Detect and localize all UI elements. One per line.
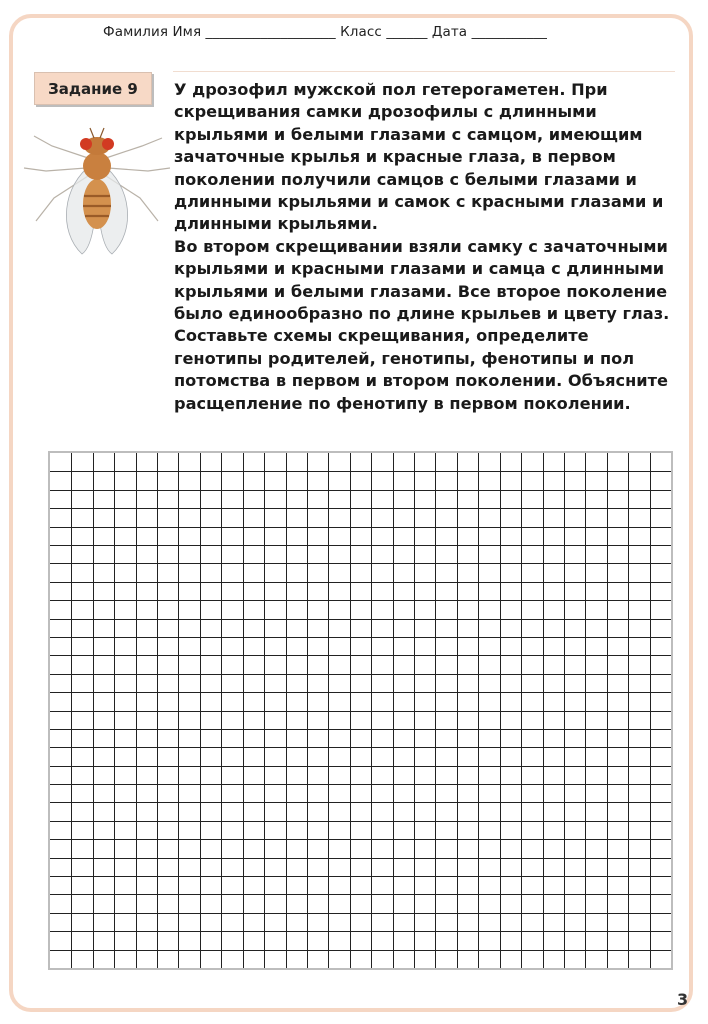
drosophila-fly-icon [22, 116, 172, 261]
task-text-line: Составьте схемы скрещивания, определите [174, 326, 589, 346]
task-text-line: длинными крыльями. [174, 214, 378, 234]
task-text-line: Во втором скрещивании взяли самку с зачаточными [174, 236, 668, 256]
task-text-line: крыльями и белыми глазами с самцом, имеющим [174, 124, 643, 144]
task-text-line: поколении получили самцов с белыми глазами и [174, 169, 637, 189]
task-text-line: было единообразно по длине крыльев и цвету глаз. [174, 304, 670, 324]
task-text-line: У дрозофил мужской пол гетерогаметен. При [174, 80, 608, 99]
task-text-line: длинными крыльями и самок с красными глазами и [174, 192, 664, 212]
header-divider [173, 71, 675, 72]
answer-grid[interactable] [48, 451, 673, 970]
task-text-line: крыльями и белыми глазами. Все второе поколение [174, 281, 668, 301]
task-text-line: крыльями и красными глазами и самца с длинными [174, 259, 665, 279]
task-text-line: генотипы родителей, генотипы, фенотипы и пол [174, 348, 635, 368]
student-info-line: Фамилия Имя ___________________ Класс ______ Дата ___________ [103, 24, 547, 40]
task-description [174, 79, 679, 415]
task-text-line: скрещивания самки дрозофилы с длинными [174, 102, 597, 122]
task-number-badge: Задание 9 [34, 72, 152, 105]
task-text-line: потомства в первом и втором поколении. Объясните [174, 371, 668, 391]
page-number: 3 [677, 990, 689, 1009]
task-text-line: зачаточные крылья и красные глаза, в первом [174, 147, 616, 167]
task-text-line: расщепление по фенотипу в первом поколении. [174, 393, 631, 413]
